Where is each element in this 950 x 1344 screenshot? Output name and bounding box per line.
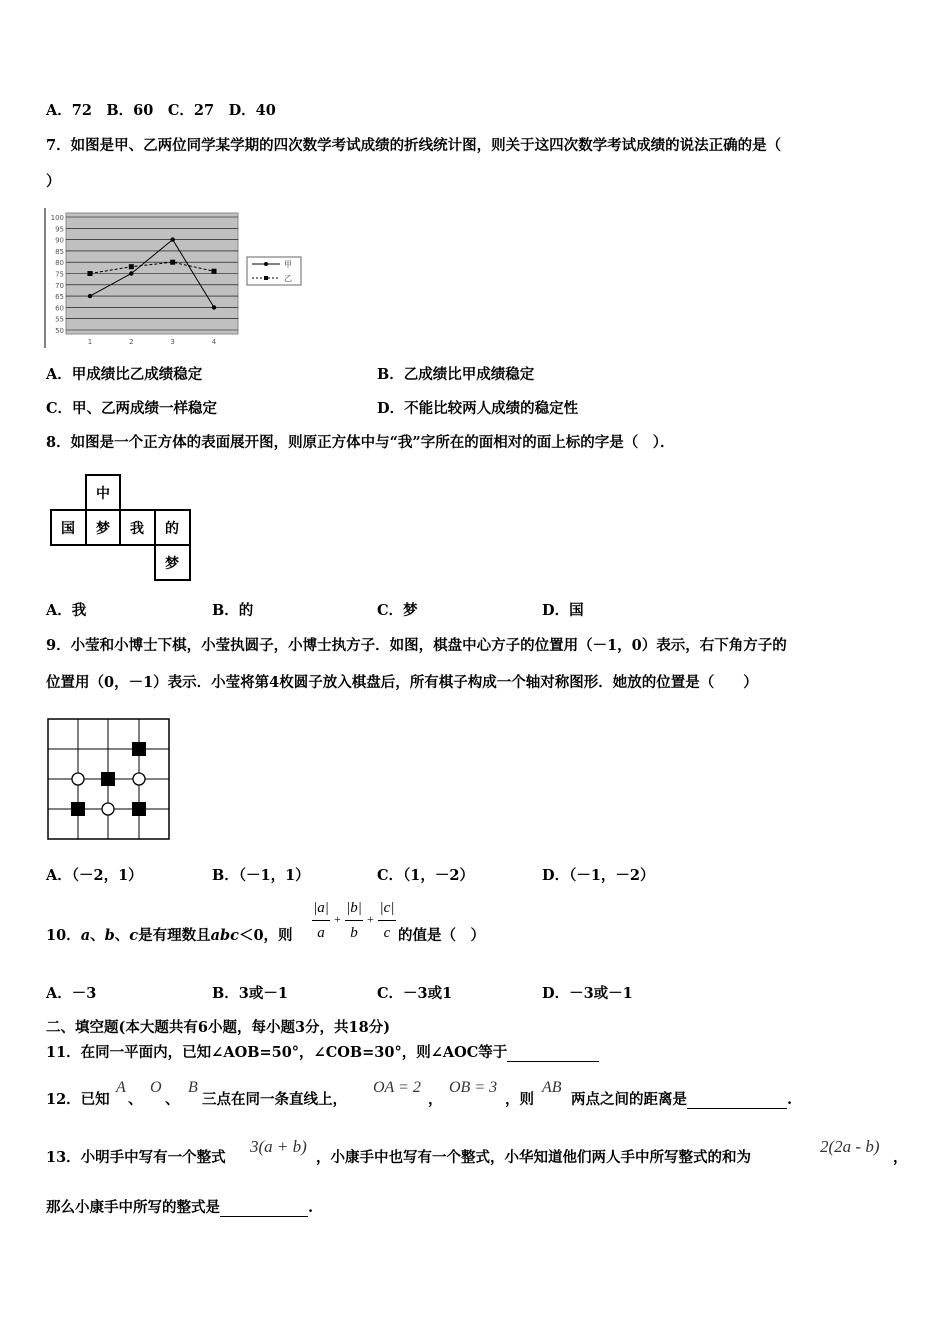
- square-piece: [71, 802, 85, 816]
- q13-answer-blank[interactable]: [220, 1201, 308, 1217]
- q9-option-b[interactable]: B．（－1，1）: [212, 867, 310, 884]
- q13-mid: ，小康手中也写有一个整式，小华知道他们两人手中所写整式的和为: [316, 1149, 751, 1166]
- plus-sign: +: [334, 912, 341, 926]
- q9-stem-2: 位置用（0，－1）表示．小莹将第4枚圆子放入棋盘后，所有棋子构成一个轴对称图形．她放的位置是（ ）: [46, 674, 758, 691]
- y-tick-label: 70: [55, 281, 64, 290]
- q12-then: ，则: [505, 1091, 534, 1108]
- q12-sep2: 、: [165, 1091, 180, 1108]
- square-piece: [132, 742, 146, 756]
- y-tick-label: 80: [55, 259, 64, 268]
- plus-sign: +: [367, 912, 374, 926]
- point-jia: [170, 237, 174, 241]
- legend-marker-jia: [264, 262, 268, 266]
- line-chart: [40, 208, 310, 350]
- q13-expr2: 2(2a - b): [820, 1137, 880, 1156]
- legend-box: [247, 257, 301, 285]
- y-tick-label: 75: [55, 270, 64, 279]
- q7-option-a[interactable]: A．甲成绩比乙成绩稳定: [46, 366, 203, 383]
- q9-option-d[interactable]: D．（－1，－2）: [542, 867, 655, 884]
- q8-option-d[interactable]: D．国: [542, 602, 584, 619]
- point-yi: [88, 271, 93, 276]
- q7-option-c[interactable]: C．甲、乙两成绩一样稳定: [46, 400, 218, 417]
- q8-option-b[interactable]: B．的: [212, 602, 254, 619]
- legend-label-yi: 乙: [284, 274, 292, 283]
- point-yi: [170, 260, 175, 265]
- point-yi: [129, 264, 134, 269]
- y-tick-label: 50: [55, 327, 64, 335]
- cube-net: [48, 472, 198, 584]
- net-label-meng: 梦: [96, 521, 110, 537]
- point-jia: [88, 294, 92, 298]
- q13-prefix: 13．小明手中写有一个整式: [46, 1149, 226, 1166]
- chess-board: [46, 717, 172, 842]
- y-tick-label: 100: [50, 214, 64, 222]
- net-label-meng-2: 梦: [165, 556, 179, 572]
- q9-option-a[interactable]: A．（－2，1）: [46, 867, 143, 884]
- q10-option-c[interactable]: C．－3或1: [377, 985, 453, 1002]
- point-jia: [212, 305, 216, 309]
- q12-answer-blank[interactable]: [687, 1093, 787, 1109]
- section-title: 二、填空题(本大题共有6小题，每小题3分，共18分): [46, 1019, 391, 1036]
- frac-c-numerator: |c|: [379, 900, 395, 916]
- q7-option-d[interactable]: D．不能比较两人成绩的稳定性: [377, 400, 579, 417]
- q9-option-c[interactable]: C．（1，－2）: [377, 867, 474, 884]
- net-label-zhong: 中: [96, 486, 110, 502]
- q12-ab: AB: [542, 1079, 562, 1096]
- q12-point-o: O: [150, 1079, 162, 1096]
- square-piece-center: [101, 772, 115, 786]
- frac-b-numerator: |b|: [346, 900, 362, 916]
- y-tick-label: 55: [55, 315, 64, 324]
- q8-option-c[interactable]: C．梦: [377, 602, 418, 619]
- round-piece: [102, 803, 114, 815]
- q10-option-a[interactable]: A．－3: [46, 985, 97, 1002]
- q10-stem: 10．a、b、c是有理数且abc＜0，则: [46, 927, 293, 944]
- q10-option-b[interactable]: B．3或－1: [212, 985, 288, 1002]
- point-jia: [129, 271, 133, 275]
- q12-point-b: B: [188, 1079, 198, 1096]
- round-piece: [133, 773, 145, 785]
- net-label-de: 的: [165, 521, 179, 537]
- x-tick-label: 3: [170, 338, 175, 346]
- q9-stem-1: 9．小莹和小博士下棋，小莹执圆子，小博士执方子．如图，棋盘中心方子的位置用（－1，0）表示，右下角方子的: [46, 637, 787, 654]
- q11-answer-blank[interactable]: [507, 1046, 599, 1062]
- y-tick-label: 60: [55, 304, 64, 313]
- x-tick-label: 2: [129, 338, 134, 346]
- q12-suffix: 两点之间的距离是 .: [571, 1091, 793, 1108]
- q13-expr1: 3(a + b): [250, 1137, 307, 1156]
- y-tick-label: 95: [55, 225, 64, 234]
- point-yi: [212, 269, 217, 274]
- q12-comma: ，: [428, 1091, 443, 1108]
- net-label-wo: 我: [130, 521, 144, 537]
- q11-stem: 11．在同一平面内，已知∠AOB=50°，∠COB=30°，则∠AOC等于: [46, 1046, 599, 1062]
- q7-stem-close: ）: [46, 173, 61, 190]
- frac-c-denominator: c: [383, 925, 391, 941]
- q13-comma: ，: [893, 1149, 908, 1166]
- q7-stem: 7．如图是甲、乙两位同学某学期的四次数学考试成绩的折线统计图，则关于这四次数学考试成绩的说法正确的是（: [46, 137, 782, 154]
- chart-legend: [247, 257, 301, 285]
- q8-stem: 8．如图是一个正方体的表面展开图，则原正方体中与“我”字所在的面相对的面上标的字是（ ）．: [46, 434, 675, 451]
- square-piece-bottom-right: [132, 802, 146, 816]
- y-tick-label: 65: [55, 293, 64, 302]
- q12-point-a: A: [116, 1079, 126, 1096]
- q12-prefix: 12．已知: [46, 1091, 110, 1108]
- frac-a-denominator: a: [317, 925, 325, 941]
- q12-mid: 三点在同一条直线上，: [202, 1091, 347, 1108]
- legend-marker-yi: [264, 276, 268, 280]
- q7-option-b[interactable]: B．乙成绩比甲成绩稳定: [377, 366, 535, 383]
- q12-ob: OB = 3: [449, 1079, 498, 1096]
- round-piece: [72, 773, 84, 785]
- q12-oa: OA = 2: [373, 1079, 421, 1096]
- frac-a-numerator: |a|: [313, 900, 329, 916]
- net-label-guo: 国: [61, 521, 75, 537]
- y-tick-label: 85: [55, 247, 64, 256]
- x-tick-label: 1: [87, 338, 93, 346]
- frac-b-denominator: b: [350, 925, 358, 941]
- q6-options: A．72 B．60 C．27 D．40: [46, 102, 276, 119]
- q8-option-a[interactable]: A．我: [46, 602, 87, 619]
- q12-sep1: 、: [128, 1091, 143, 1108]
- x-tick-label: 4: [211, 338, 217, 346]
- legend-label-jia: 甲: [284, 260, 292, 269]
- q10-suffix: 的值是（ ）: [398, 927, 485, 944]
- y-tick-label: 90: [55, 236, 64, 245]
- q10-option-d[interactable]: D．－3或－1: [542, 985, 633, 1002]
- q13-line2: 那么小康手中所写的整式是 .: [46, 1199, 314, 1216]
